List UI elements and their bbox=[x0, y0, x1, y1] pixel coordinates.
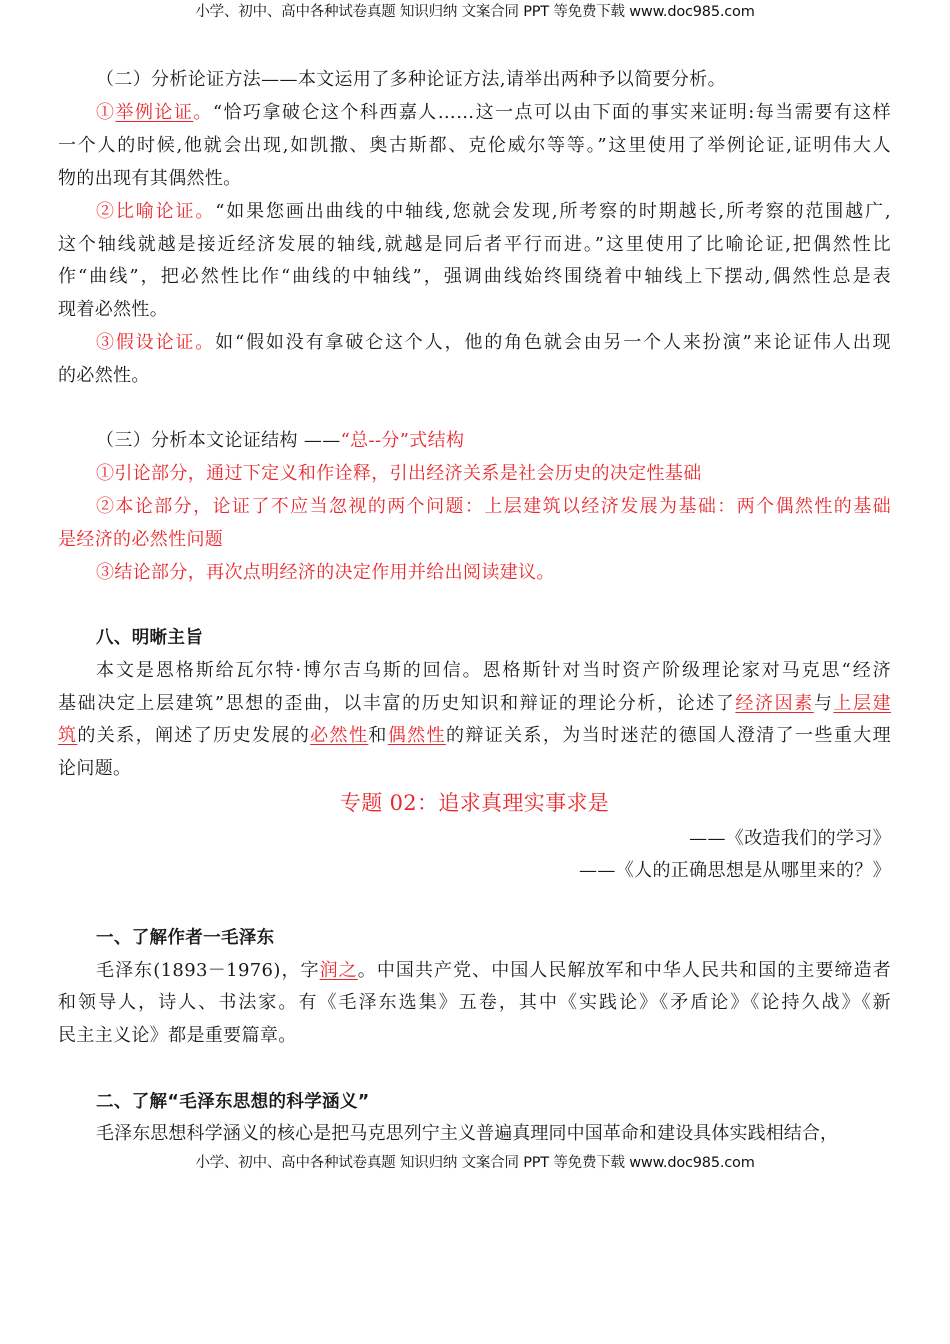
page-footer-banner: 小学、初中、高中各种试卷真题 知识归纳 文案合同 PPT 等免费下载 www.doc985.com bbox=[195, 1155, 755, 1171]
link-necessity[interactable]: 必然性 bbox=[310, 725, 369, 746]
author-line1-text-a: 毛泽东(1893－1976)，字 bbox=[96, 960, 320, 981]
theme-line3-text-c: 的辩证关系，为当时迷茫的德国人澄清了一些重大理 bbox=[445, 725, 891, 746]
method-hypothesis-line2: 的必然性。 bbox=[58, 365, 150, 386]
method-metaphor-text: “如果您画出曲线的中轴线,您就会发现,所考察的时期越长,所考察的范围越广, bbox=[215, 201, 891, 222]
theme-line2-text-b: 与 bbox=[813, 693, 834, 714]
author-line1 bbox=[58, 959, 891, 983]
method-example-line1 bbox=[58, 101, 891, 125]
method-example-line2: 一个人的时候,他就会出现,如凯撒、奥古斯都、克伦威尔等等。”这里使用了举例论证,证明伟大人 bbox=[58, 135, 891, 156]
thought-heading: 二、了解“毛泽东思想的科学涵义” bbox=[96, 1092, 370, 1112]
method-metaphor-line1 bbox=[58, 200, 891, 224]
method-hypothesis-line1 bbox=[58, 331, 891, 355]
structure-heading-type: “总--分”式结构 bbox=[340, 430, 465, 451]
page-header-banner: 小学、初中、高中各种试卷真题 知识归纳 文案合同 PPT 等免费下载 www.doc985.com bbox=[195, 4, 755, 20]
link-superstructure-cont[interactable]: 筑 bbox=[58, 725, 78, 746]
method-example-text: “恰巧拿破仑这个科西嘉人……这一点可以由下面的事实来证明:每当需要有这样 bbox=[212, 102, 891, 123]
theme-line4: 论问题。 bbox=[58, 758, 132, 779]
topic-subtitle-2: ——《人的正确思想是从哪里来的？》 bbox=[579, 860, 891, 881]
thought-line1: 毛泽东思想科学涵义的核心是把马克思列宁主义普遍真理同中国革命和建设具体实践相结合， bbox=[96, 1123, 839, 1144]
theme-line2 bbox=[58, 692, 891, 716]
structure-heading-prefix: （三）分析本文论证结构 —— bbox=[96, 430, 341, 451]
method-example-link[interactable]: 举例论证 bbox=[115, 102, 194, 123]
topic-subtitle-1: ——《改造我们的学习》 bbox=[689, 828, 891, 849]
theme-line3-text-b: 和 bbox=[368, 725, 388, 746]
link-contingency[interactable]: 偶然性 bbox=[387, 725, 446, 746]
theme-line3 bbox=[58, 724, 891, 748]
author-heading: 一、了解作者一毛泽东 bbox=[96, 928, 275, 948]
method-metaphor-label: ②比喻论证。 bbox=[96, 201, 216, 222]
method-metaphor-line3: 作“曲线”，把必然性比作“曲线的中轴线”，强调曲线始终围绕着中轴线上下摆动,偶然性总是表 bbox=[58, 266, 891, 287]
method-example-dot: 。 bbox=[193, 102, 213, 123]
theme-line3-text-a: 的关系，阐述了历史发展的 bbox=[77, 725, 311, 746]
link-courtesy-name[interactable]: 润之 bbox=[319, 960, 358, 981]
theme-line2-text-a: 基础决定上层建筑”思想的歪曲，以丰富的历史知识和辩证的理论分析，论述了 bbox=[58, 693, 736, 714]
method-hypothesis-text: 如“假如没有拿破仑这个人，他的角色就会由另一个人来扮演”来论证伟人出现 bbox=[215, 332, 891, 353]
structure-item-body-line2: 是经济的必然性问题 bbox=[58, 529, 224, 550]
author-line1-text-b: 。中国共产党、中国人民解放军和中华人民共和国的主要缔造者 bbox=[357, 960, 892, 981]
methods-heading: （二）分析论证方法——本文运用了多种论证方法,请举出两种予以简要分析。 bbox=[96, 69, 726, 90]
method-metaphor-line2: 这个轴线就越是接近经济发展的轴线,就越是同后者平行而进。”这里使用了比喻论证,把偶然性比 bbox=[58, 234, 891, 255]
method-example-line3: 物的出现有其偶然性。 bbox=[58, 168, 242, 189]
structure-heading bbox=[58, 429, 891, 453]
link-economic-factors[interactable]: 经济因素 bbox=[735, 693, 814, 714]
structure-item-body-line1: ②本论部分，论证了不应当忽视的两个问题：上层建筑以经济发展为基础：两个偶然性的基础 bbox=[96, 496, 891, 517]
author-line3: 民主主义论》都是重要篇章。 bbox=[58, 1025, 297, 1046]
author-line2: 和领导人，诗人、书法家。有《毛泽东选集》五卷，其中《实践论》《矛盾论》《论持久战》《新 bbox=[58, 992, 891, 1013]
method-metaphor-line4: 现着必然性。 bbox=[58, 299, 169, 320]
structure-item-intro: ①引论部分，通过下定义和作诠释，引出经济关系是社会历史的决定性基础 bbox=[96, 463, 702, 484]
structure-item-conclusion: ③结论部分，再次点明经济的决定作用并给出阅读建议。 bbox=[96, 562, 555, 583]
theme-line1: 本文是恩格斯给瓦尔特·博尔吉乌斯的回信。恩格斯针对当时资产阶级理论家对马克思“经济 bbox=[96, 660, 891, 681]
method-example-num: ① bbox=[96, 102, 116, 123]
link-superstructure[interactable]: 上层建 bbox=[833, 693, 891, 714]
theme-heading: 八、明晰主旨 bbox=[96, 628, 204, 648]
method-hypothesis-label: ③假设论证。 bbox=[96, 332, 216, 353]
topic-title: 专题 02：追求真理实事求是 bbox=[339, 791, 610, 815]
